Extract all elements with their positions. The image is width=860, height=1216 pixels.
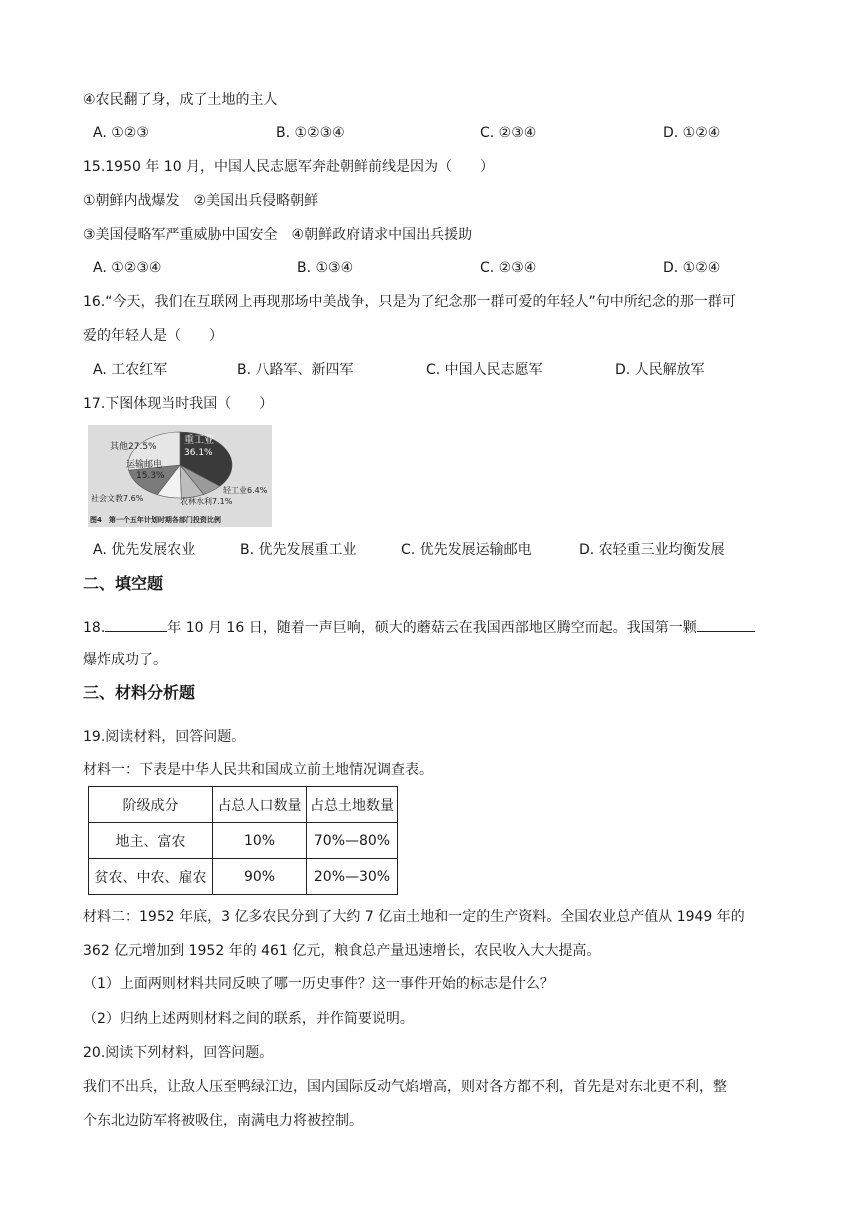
q19-subquestion-1: （1）上面两则材料共同反映了哪一历史事件？这一事件开始的标志是什么？ (83, 976, 554, 992)
table-cell: 90% (213, 859, 307, 895)
land-survey-table (88, 786, 398, 895)
q15-items-1-2: ①朝鲜内战爆发 ②美国出兵侵略朝鲜 (83, 193, 319, 209)
investment-pie-chart-figure (88, 425, 272, 527)
section-material-analysis-heading: 三、材料分析题 (83, 683, 196, 702)
q18-blank-year[interactable] (105, 617, 167, 632)
q17-option-c: C. 优先发展运输邮电 (401, 542, 532, 558)
q20-material-line1: 我们不出兵，让敌人压至鸭绿江边，国内国际反动气焰增高，则对各方都不利，首先是对东北更不利，整 (83, 1079, 727, 1095)
table-cell: 70%—80% (307, 823, 398, 859)
section-fill-in-blank-heading: 二、填空题 (83, 574, 164, 593)
pie-label-culture: 社会文教7.6% (91, 494, 144, 503)
table-cell: 10% (213, 823, 307, 859)
q17-option-b: B. 优先发展重工业 (240, 542, 357, 558)
q16-option-c: C. 中国人民志愿军 (426, 362, 543, 378)
q19-material2-line2: 362 亿元增加到 1952 年的 461 亿元，粮食总产量迅速增长，农民收入大大提高。 (83, 943, 601, 959)
q15-option-d: D. ①②④ (663, 260, 721, 276)
pie-label-heavy-industry: 重工业 (184, 435, 214, 446)
q18-number: 18. (83, 620, 106, 636)
pie-label-heavy-industry-pct: 36.1% (184, 448, 213, 458)
pie-label-light-industry: 轻工业6.4% (223, 486, 268, 495)
q14-item4: ④农民翻了身，成了土地的主人 (83, 92, 278, 108)
table-cell: 20%—30% (307, 859, 398, 895)
table-header-cell: 占总人口数量 (213, 787, 307, 823)
table-header-cell: 占总土地数量 (307, 787, 398, 823)
q20-material-line2: 个东北边防军将被吸住，南满电力将被控制。 (83, 1113, 363, 1129)
q18-text: 年 10 月 16 日，随着一声巨响，硕大的蘑菇云在我国西部地区腾空而起。我国第一颗 (167, 620, 697, 636)
q15-option-b: B. ①③④ (297, 260, 354, 276)
q19-stem: 19.阅读材料，回答问题。 (83, 729, 246, 745)
q14-option-d: D. ①②④ (663, 125, 721, 141)
pie-caption: 图4 第一个五年计划时期各部门投资比例 (90, 516, 221, 524)
q18-line2: 爆炸成功了。 (83, 652, 167, 668)
q15-items-3-4: ③美国侵略军严重威胁中国安全 ④朝鲜政府请求中国出兵援助 (83, 227, 473, 243)
q15-stem: 15.1950 年 10 月，中国人民志愿军奔赴朝鲜前线是因为（ ） (83, 159, 495, 175)
q18-line1 (83, 617, 755, 638)
pie-label-transport-pct: 15.3% (136, 471, 165, 481)
q16-option-a: A. 工农红军 (93, 362, 168, 378)
q17-option-d: D. 农轻重三业均衡发展 (579, 542, 725, 558)
table-cell: 地主、富农 (89, 823, 213, 859)
q16-stem-line1: 16.“今天，我们在互联网上再现那场中美战争，只是为了纪念那一群可爱的年轻人”句中所纪念的那一群可 (83, 294, 736, 310)
q16-option-b: B. 八路军、新四军 (237, 362, 354, 378)
q20-stem: 20.阅读下列材料，回答问题。 (83, 1045, 274, 1061)
table-row (89, 859, 398, 895)
q19-subquestion-2: （2）归纳上述两则材料之间的联系，并作简要说明。 (83, 1011, 414, 1027)
pie-label-other: 其他27.5% (110, 442, 157, 452)
table-row (89, 823, 398, 859)
q19-material1-intro: 材料一：下表是中华人民共和国成立前土地情况调查表。 (83, 762, 433, 778)
table-header-cell: 阶级成分 (89, 787, 213, 823)
pie-label-agriculture: 农林水利7.1% (180, 497, 233, 506)
table-cell: 贫农、中农、雇农 (89, 859, 213, 895)
q14-option-b: B. ①②③④ (276, 125, 345, 141)
table-header-row (89, 787, 398, 823)
q15-option-a: A. ①②③④ (93, 260, 162, 276)
q16-stem-line2: 爱的年轻人是（ ） (83, 328, 223, 344)
q19-material2-line1: 材料二：1952 年底，3 亿多农民分到了大约 7 亿亩土地和一定的生产资料。全国农业总产值从 1949 年的 (83, 909, 745, 925)
pie-label-transport: 运输邮电 (126, 460, 163, 470)
q14-option-c: C. ②③④ (480, 125, 537, 141)
q16-option-d: D. 人民解放军 (615, 362, 705, 378)
q18-blank-item[interactable] (697, 617, 755, 632)
q14-option-a: A. ①②③ (93, 125, 149, 141)
q17-stem: 17.下图体现当时我国（ ） (83, 396, 274, 412)
q15-option-c: C. ②③④ (480, 260, 537, 276)
investment-pie-chart (88, 425, 272, 527)
q17-option-a: A. 优先发展农业 (93, 542, 196, 558)
